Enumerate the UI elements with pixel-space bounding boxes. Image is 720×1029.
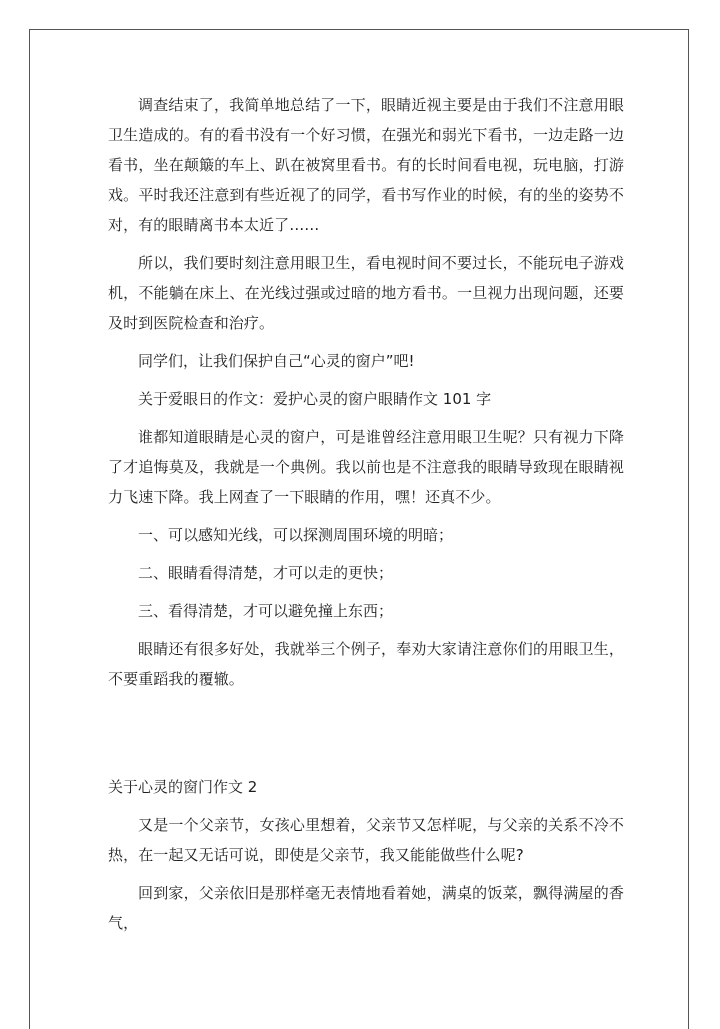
paragraph-gap — [108, 694, 624, 702]
essay-subtitle: 关于爱眼日的作文：爱护心灵的窗户眼睛作文 101 字 — [138, 390, 492, 408]
paragraph-fathers-day: 又是一个父亲节，女孩心里想着，父亲节又怎样呢，与父亲的关系不冷不热，在一起又无话可说，即使是父亲节，我又能能做些什么呢? — [108, 816, 624, 864]
paragraph-gap — [108, 588, 624, 596]
paragraph-eyes-window: 谁都知道眼睛是心灵的窗户，可是谁曾经注意用眼卫生呢？只有视力下降了才追悔莫及，我就是一个典例。我以前也是不注意我的眼睛导致现在眼睛视力飞速下降。我上网查了一下眼睛的作用，嘿！还真不少。 — [108, 428, 624, 506]
paragraph-gap — [108, 870, 624, 878]
paragraph-coming-home: 回到家，父亲依旧是那样毫无表情地看着她，满桌的饭菜，飘得满屋的香气， — [108, 884, 624, 932]
list-item-two: 二、眼睛看得清楚，才可以走的更快； — [138, 564, 394, 582]
paragraph-gap — [108, 240, 624, 248]
paragraph-gap — [108, 626, 624, 634]
paragraph-gap — [108, 550, 624, 558]
paragraph-advice-closing: 眼睛还有很多好处，我就举三个例子，奉劝大家请注意你们的用眼卫生，不要重蹈我的覆辙。 — [108, 640, 624, 688]
list-item-one: 一、可以感知光线，可以探测周围环境的明暗； — [138, 526, 454, 544]
paragraph-gap — [108, 338, 624, 346]
paragraph-protect-window: 同学们，让我们保护自己“心灵的窗户”吧! — [138, 352, 415, 370]
paragraph-eye-care-advice: 所以，我们要时刻注意用眼卫生，看电视时间不要过长，不能玩电子游戏机，不能躺在床上、在光线过强或过暗的地方看书。一旦视力出现问题，还要及时到医院检查和治疗。 — [108, 254, 624, 332]
document-body-continued — [108, 810, 624, 938]
paragraph-gap — [108, 376, 624, 384]
paragraph-survey-conclusion: 调查结束了，我简单地总结了一下，眼睛近视主要是由于我们不注意用眼卫生造成的。有的看书没有一个好习惯，在强光和弱光下看书，一边走路一边看书，坐在颠簸的车上、趴在被窝里看书。有的长时间看电视，玩电脑，打游戏。平时我还注意到有些近视了的同学，看书写作业的时候，有的坐的姿势不对，有的眼睛离书本太近了…… — [108, 96, 624, 234]
paragraph-gap — [108, 414, 624, 422]
paragraph-gap — [108, 512, 624, 520]
list-item-three: 三、看得清楚，才可以避免撞上东西； — [138, 602, 394, 620]
document-body — [108, 90, 624, 702]
section-heading: 关于心灵的窗门作文 2 — [108, 778, 258, 796]
